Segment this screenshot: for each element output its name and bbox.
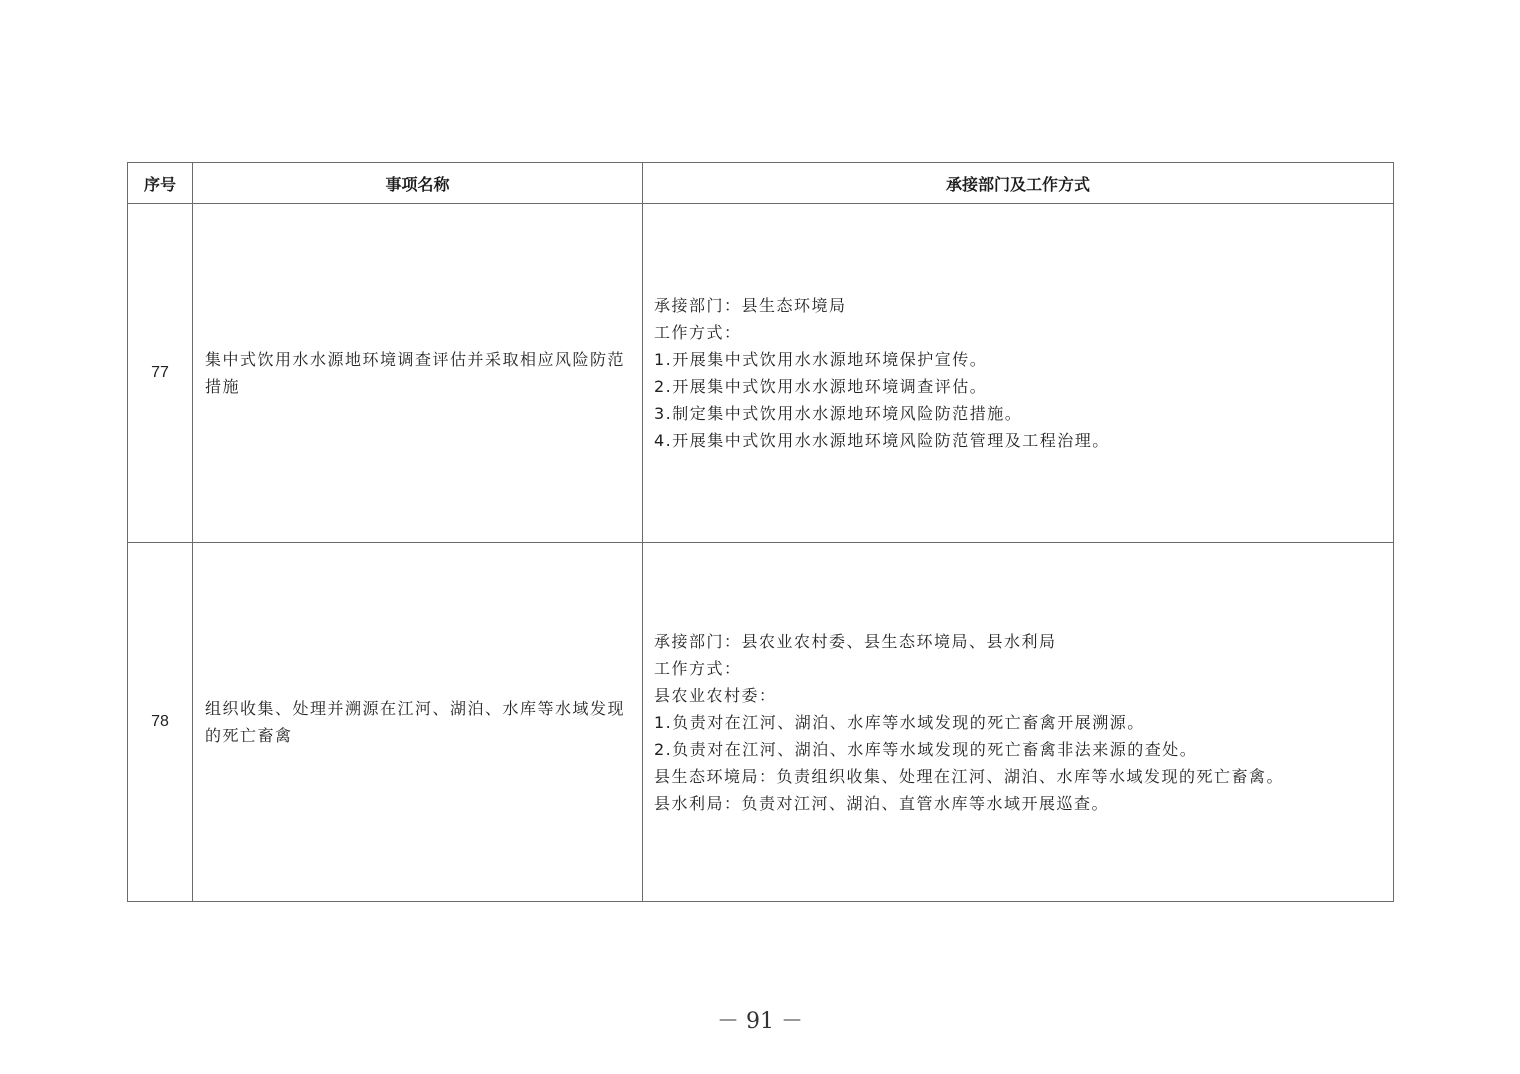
header-serial-number: 序号 [128, 163, 193, 204]
table-row [128, 543, 1394, 902]
row-item-name: 组织收集、处理并溯源在江河、湖泊、水库等水域发现的死亡畜禽 [193, 543, 643, 902]
dept-line: 2.开展集中式饮用水水源地环境调查评估。 [654, 377, 988, 396]
row-serial-number: 77 [128, 204, 193, 543]
header-department-method: 承接部门及工作方式 [643, 163, 1394, 204]
dept-line: 工作方式： [654, 658, 742, 678]
dept-line: 承接部门：县生态环境局 [654, 296, 847, 315]
dept-line: 1.开展集中式饮用水水源地环境保护宣传。 [654, 350, 988, 369]
dept-line: 县水利局：负责对江河、湖泊、直管水库等水域开展巡查。 [654, 793, 1110, 813]
dept-line: 2.负责对在江河、湖泊、水库等水域发现的死亡畜禽非法来源的查处。 [654, 739, 1198, 759]
dept-line: 承接部门：县农业农村委、县生态环境局、县水利局 [654, 631, 1057, 651]
row-item-name: 集中式饮用水水源地环境调查评估并采取相应风险防范措施 [193, 204, 643, 543]
row-department-method [643, 204, 1394, 543]
dept-line: 县农业农村委： [654, 685, 777, 705]
dept-line: 4.开展集中式饮用水水源地环境风险防范管理及工程治理。 [654, 431, 1110, 450]
table-header-row [128, 163, 1394, 204]
dept-line: 3.制定集中式饮用水水源地环境风险防范措施。 [654, 404, 1023, 423]
header-item-name: 事项名称 [193, 163, 643, 204]
row-serial-number: 78 [128, 543, 193, 902]
item-table [127, 162, 1394, 902]
dept-line: 1.负责对在江河、湖泊、水库等水域发现的死亡畜禽开展溯源。 [654, 712, 1145, 732]
table-row [128, 204, 1394, 543]
dept-line: 县生态环境局：负责组织收集、处理在江河、湖泊、水库等水域发现的死亡畜禽。 [654, 766, 1285, 786]
row-department-method [643, 543, 1394, 902]
dept-line: 工作方式： [654, 323, 742, 342]
page-number: － 91 － [717, 1009, 803, 1034]
